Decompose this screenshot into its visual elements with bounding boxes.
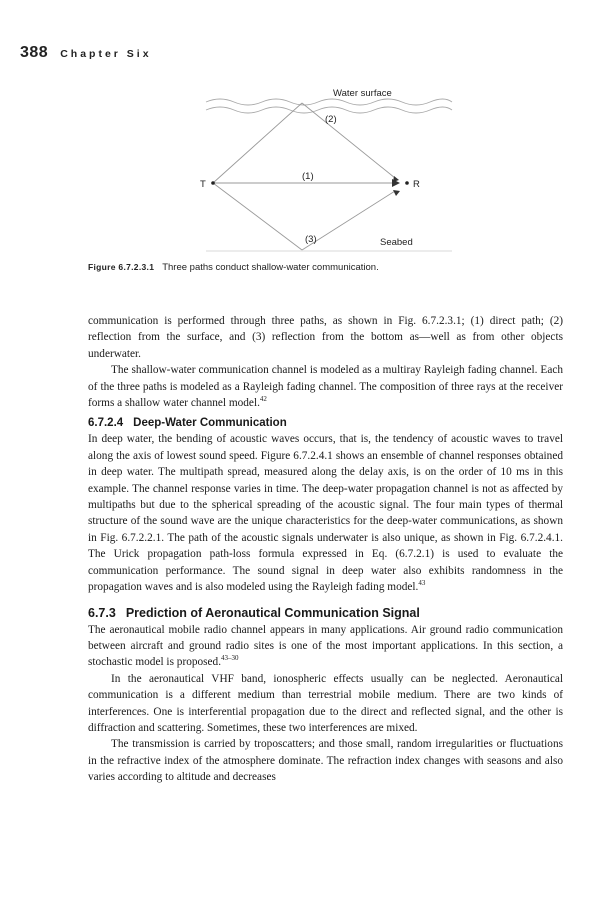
path2-up xyxy=(213,103,302,183)
transmitter-dot xyxy=(211,181,215,185)
chapter-title: Chapter Six xyxy=(60,48,152,60)
path2-down xyxy=(302,103,395,178)
path1-label: (1) xyxy=(302,171,314,182)
arrow-path3 xyxy=(393,190,400,196)
seabed-label: Seabed xyxy=(380,237,413,248)
citation-ref: 43 xyxy=(418,579,426,588)
transmitter-label: T xyxy=(200,179,206,190)
path3-down xyxy=(213,183,302,250)
section-heading: 6.7.2.4 Deep-Water Communication xyxy=(88,417,287,430)
citation-ref: 43–30 xyxy=(221,654,239,663)
path2-label: (2) xyxy=(325,114,337,125)
section-heading: 6.7.3 Prediction of Aeronautical Communication Signal xyxy=(88,605,420,620)
receiver-dot xyxy=(405,181,409,185)
body-text xyxy=(88,313,563,786)
paragraph: The aeronautical mobile radio channel appears in many applications. Air ground radio communication between aircraft and ground radio sites is one of the most important applications. In this section, a stochastic model is proposed.$^{43-30}$ xyxy=(88,623,563,669)
water-surface-label: Water surface xyxy=(333,88,392,99)
figure-caption xyxy=(88,262,568,273)
paragraph: In deep water, the bending of acoustic waves occurs, that is, the tendency of acoustic waves to travel along the axis of lowest sound speed. Figure 6.7.2.4.1 shows an ensemble of channel responses obtained in deep water. The multipath spread, measured along the delay axis, is on the order of 10 ms in this example. The channel response varies in time. The deep-water propagation channel is not as affected by multipaths but due to the spherical spreading of the acoustic signal. The four main types of thermal structure of the sound wave are the unique characteristics for the deep-water communications, as shown in Fig. 6.7.2.2.1. The path of the acoustic signals underwater is also unique, as shown in Fig. 6.7.2.4.1. The Urick propagation path-loss formula expressed in Eq. (6.7.2.1) is used to evaluate the communication performance. The sound signal in deep water also exhibits randomness in the propagation waves and is also modeled using the Rayleigh fading model.$^{43}$ xyxy=(88,433,563,594)
paragraph: The transmission is carried by troposcatters; and those small, random irregularities or fluctuations in the refractive index of the atmosphere dominate. The refraction index changes with seasons and also varies according to altitude and decreases xyxy=(88,738,563,784)
page-number: 388 xyxy=(20,44,49,61)
path3-label: (3) xyxy=(305,234,317,245)
figure-caption-text: Three paths conduct shallow-water communication. xyxy=(162,262,379,273)
receiver-label: R xyxy=(413,179,420,190)
paragraph: In the aeronautical VHF band, ionospheric effects usually can be neglected. Aeronautical communication is a different medium than terrestrial mobile medium. There are two kinds of interferences. One is interferential propagation due to the direct and reflected signal, and the other is diffraction and scattering. Sometimes, these two interferences are mixed. xyxy=(88,672,563,734)
paragraph: The shallow-water communication channel is modeled as a multiray Rayleigh fading channel. Each of the three paths is modeled as a Rayleigh fading channel. The composition of three rays at the receiver forms a shallow water channel model.$^{42}$ xyxy=(88,364,563,410)
paragraph: communication is performed through three paths, as shown in Fig. 6.7.2.3.1; (1) direct path; (2) reflection from the surface, and (3) reflection from the bottom as—well as from other objects underwater. xyxy=(88,315,563,360)
water-surface-wave-2 xyxy=(206,107,452,113)
figure-caption-label: Figure 6.7.2.3.1 xyxy=(88,262,155,272)
water-surface-wave xyxy=(206,99,452,105)
shallow-water-figure xyxy=(0,0,613,300)
citation-ref: 42 xyxy=(259,395,267,404)
